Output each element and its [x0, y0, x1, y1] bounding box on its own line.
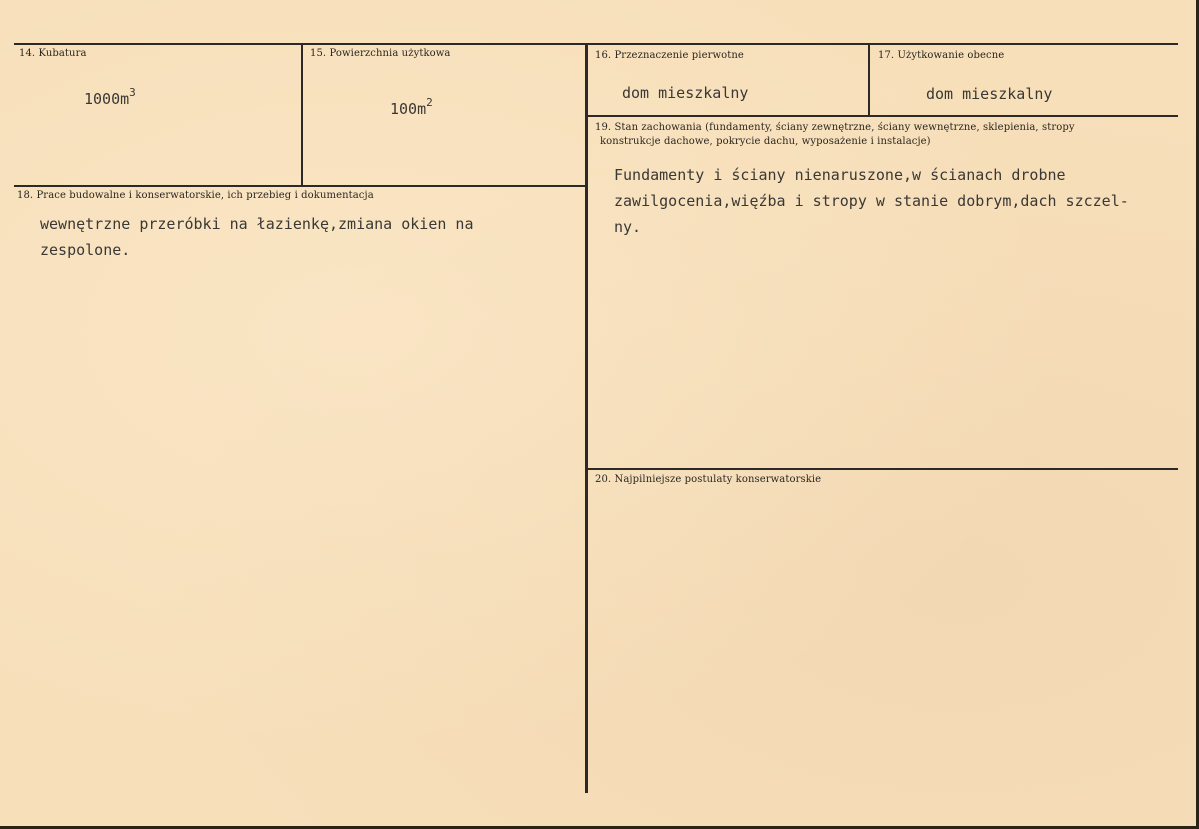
kubatura-label: 14. Kubatura [19, 48, 87, 59]
kubatura-value [84, 86, 136, 114]
prace-line-1: wewnętrzne przeróbki na łazienkę,zmiana okien na [40, 215, 474, 233]
rule-under-19 [586, 468, 1178, 470]
stan-line-1: Fundamenty i ściany nienaruszone,w ścianach drobne [614, 166, 1066, 184]
powierzchnia-exponent: 2 [426, 96, 433, 109]
stan-label-line-1: 19. Stan zachowania (fundamenty, ściany zewnętrzne, ściany wewnętrzne, sklepienia, stropy [595, 122, 1075, 133]
uzytkowanie-label: 17. Użytkowanie obecne [878, 50, 1005, 61]
divider-16-17 [868, 43, 870, 116]
powierzchnia-number: 100m [390, 100, 427, 118]
przeznaczenie-label: 16. Przeznaczenie pierwotne [595, 50, 744, 61]
prace-line-2: zespolone. [40, 241, 131, 259]
kubatura-exponent: 3 [129, 86, 136, 99]
uzytkowanie-value: dom mieszkalny [926, 85, 1053, 103]
center-divider [585, 43, 588, 793]
kubatura-number: 1000m [84, 90, 130, 108]
przeznaczenie-value: dom mieszkalny [622, 84, 749, 102]
rule-under-16-17 [586, 115, 1178, 117]
stan-line-2: zawilgocenia,więźba i stropy w stanie dobrym,dach szczel- [614, 192, 1129, 210]
powierzchnia-value [390, 96, 433, 124]
rule-under-14-15 [14, 185, 586, 187]
stan-line-3: ny. [614, 218, 642, 236]
stan-label-line-2: konstrukcje dachowe, pokrycie dachu, wyposażenie i instalacje) [600, 136, 931, 147]
divider-14-15 [301, 43, 303, 186]
prace-label: 18. Prace budowalne i konserwatorskie, ich przebieg i dokumentacja [17, 190, 374, 201]
powierzchnia-label: 15. Powierzchnia użytkowa [310, 48, 451, 59]
top-rule [14, 43, 1178, 45]
postulaty-label: 20. Najpilniejsze postulaty konserwatorskie [595, 474, 822, 485]
